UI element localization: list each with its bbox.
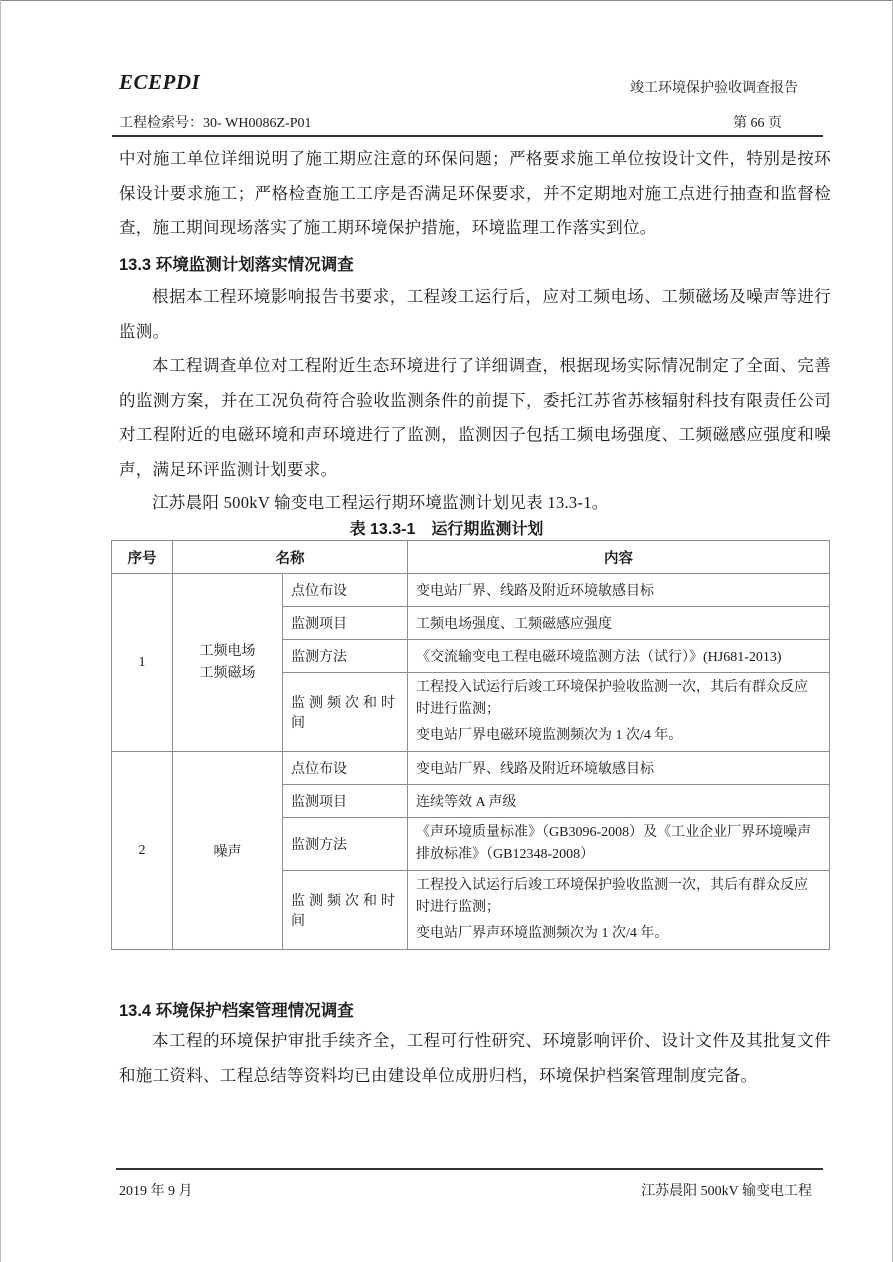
- content-line: 工程投入试运行后竣工环境保护验收监测一次，其后有群众反应时进行监测；: [416, 680, 808, 717]
- plan-content: [408, 673, 830, 752]
- paragraph: 本工程调查单位对工程附近生态环境进行了详细调查，根据现场实际情况制定了全面、完善的监测方案，并在工况负荷符合验收监测条件的前提下，委托江苏省苏核辐射科技有限责任公司对工程附近的电磁环境和声环境进行了监测，监测因子包括工频电场强度、工频磁感应强度和噪声，满足环评监测计划要求。: [119, 356, 831, 479]
- table-title: 运行期监测计划: [431, 521, 544, 538]
- page-number: 第 66 页: [733, 116, 782, 131]
- monitoring-target: 噪声: [173, 752, 283, 950]
- plan-content: 变电站厂界、线路及附近环境敏感目标: [408, 752, 830, 785]
- project-reference-number: 工程检索号：30- WH0086Z-P01: [119, 116, 312, 131]
- header-cell-no: 序号: [112, 541, 173, 574]
- table-number: 表 13.3-1: [349, 521, 416, 538]
- plan-content: 《声环境质量标准》（GB3096-2008）及《工业企业厂界环境噪声排放标准》（GB12348-2008）: [408, 818, 830, 871]
- footer-divider: [116, 1168, 823, 1170]
- target-line: 工频磁场: [199, 665, 256, 681]
- table-row: [112, 752, 830, 785]
- target-line: 工频电场: [199, 643, 256, 659]
- continuation-paragraph: 中对施工单位详细说明了施工期应注意的环保问题；严格要求施工单位按设计文件，特别是按环保设计要求施工；严格检查施工工序是否满足环保要求，并不定期地对施工点进行抽查和监督检查，施工期间现场落实了施工期环境保护措施，环境监理工作落实到位。: [119, 149, 831, 237]
- plan-item: 监测方法: [283, 818, 408, 871]
- section-heading-13-4: 13.4 环境保护档案管理情况调查: [119, 1002, 354, 1020]
- table-header-row: [112, 541, 830, 574]
- footer-project-name: 江苏晨阳 500kV 输变电工程: [641, 1184, 812, 1199]
- section-heading-13-3: 13.3 环境监测计划落实情况调查: [119, 256, 354, 274]
- paragraph: 江苏晨阳 500kV 输变电工程运行期环境监测计划见表 13.3-1。: [152, 493, 609, 512]
- plan-item: 点位布设: [283, 574, 408, 607]
- plan-content: 变电站厂界、线路及附近环境敏感目标: [408, 574, 830, 607]
- content-line: 变电站厂界声环境监测频次为 1 次/4 年。: [416, 926, 669, 941]
- plan-content: 工频电场强度、工频磁感应强度: [408, 607, 830, 640]
- plan-item: 点位布设: [283, 752, 408, 785]
- plan-item: 监测频次和时间: [283, 871, 408, 950]
- paragraph: 本工程的环境保护审批手续齐全，工程可行性研究、环境影响评价、设计文件及其批复文件和施工资料、工程总结等资料均已由建设单位成册归档，环境保护档案管理制度完备。: [119, 1031, 831, 1085]
- header-cell-name: 名称: [173, 541, 408, 574]
- content-line: 变电站厂界电磁环境监测频次为 1 次/4 年。: [416, 728, 683, 743]
- content-line: 工程投入试运行后竣工环境保护验收监测一次，其后有群众反应时进行监测；: [416, 878, 808, 915]
- plan-content: 《交流输变电工程电磁环境监测方法（试行）》(HJ681-2013): [408, 640, 830, 673]
- header-divider: [112, 135, 823, 137]
- header-cell-content: 内容: [408, 541, 830, 574]
- report-title: 竣工环境保护验收调查报告: [630, 81, 798, 96]
- paragraph: 根据本工程环境影响报告书要求，工程竣工运行后，应对工频电场、工频磁场及噪声等进行监测。: [119, 287, 831, 341]
- table-row: [112, 574, 830, 607]
- plan-item: 监测项目: [283, 607, 408, 640]
- page-border: [0, 0, 1, 1262]
- monitoring-target: [173, 574, 283, 752]
- footer-date: 2019 年 9 月: [119, 1184, 193, 1199]
- page-border: [0, 0, 893, 1]
- plan-content: 连续等效 A 声级: [408, 785, 830, 818]
- company-logo: ECEPDI: [119, 70, 201, 94]
- monitoring-plan-table: [111, 540, 830, 950]
- plan-item: 监测频次和时间: [283, 673, 408, 752]
- plan-content: [408, 871, 830, 950]
- row-number: 1: [112, 574, 173, 752]
- table-caption: [0, 516, 893, 539]
- row-number: 2: [112, 752, 173, 950]
- plan-item: 监测方法: [283, 640, 408, 673]
- plan-item: 监测项目: [283, 785, 408, 818]
